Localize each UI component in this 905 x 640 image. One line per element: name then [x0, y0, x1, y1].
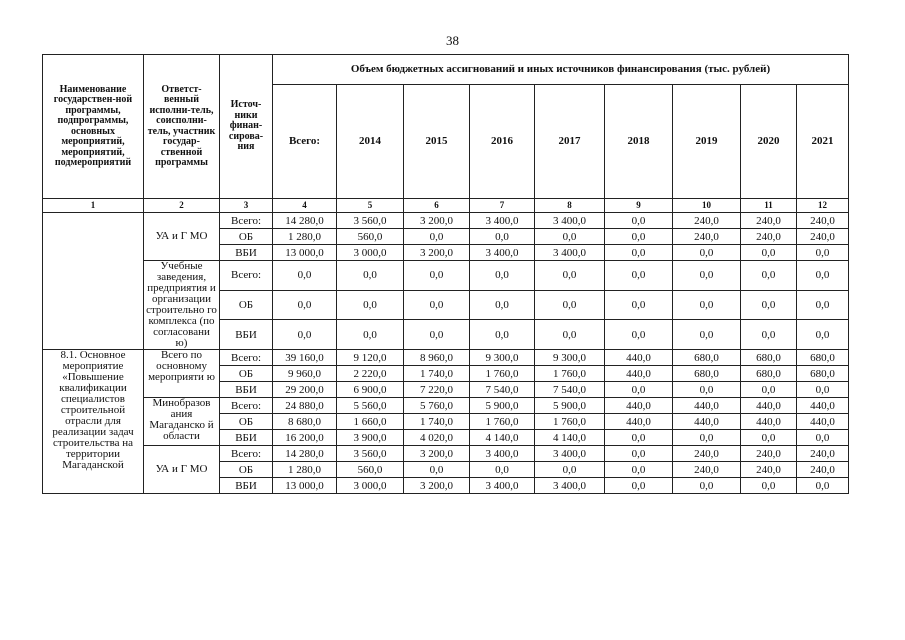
- amount-cell: 39 160,0: [273, 350, 337, 366]
- header-total: Всего:: [273, 85, 337, 199]
- funding-source-cell: Всего:: [220, 350, 273, 366]
- amount-cell: 5 760,0: [404, 398, 470, 414]
- program-name-cell: 8.1. Основное мероприятие «Повышение квалификации специалистов строительной отрасли для реализации задач строительства на территории Магаданской: [43, 350, 144, 494]
- column-index: 8: [535, 199, 605, 213]
- amount-cell: 0,0: [404, 229, 470, 245]
- funding-source-cell: ВБИ: [220, 382, 273, 398]
- amount-cell: 0,0: [535, 462, 605, 478]
- amount-cell: 0,0: [337, 290, 404, 320]
- header-program-name: Наименование государствен-ной программы, подпрограммы, основных мероприятий, мероприятий, подмероприятий: [43, 55, 144, 199]
- amount-cell: 0,0: [605, 213, 673, 229]
- funding-source-cell: ОБ: [220, 290, 273, 320]
- amount-cell: 680,0: [797, 366, 849, 382]
- amount-cell: 240,0: [741, 213, 797, 229]
- amount-cell: 0,0: [337, 261, 404, 291]
- funding-source-cell: Всего:: [220, 261, 273, 291]
- executor-cell: Учебные заведения, предприятия и организации строительно го комплекса (по согласовани ю): [144, 261, 220, 350]
- funding-source-cell: Всего:: [220, 446, 273, 462]
- amount-cell: 240,0: [797, 229, 849, 245]
- amount-cell: 0,0: [797, 382, 849, 398]
- amount-cell: 0,0: [673, 478, 741, 494]
- amount-cell: 0,0: [605, 430, 673, 446]
- amount-cell: 240,0: [741, 462, 797, 478]
- amount-cell: 3 400,0: [535, 446, 605, 462]
- budget-table: [42, 54, 849, 494]
- funding-source-cell: Всего:: [220, 398, 273, 414]
- amount-cell: 0,0: [605, 478, 673, 494]
- amount-cell: 0,0: [535, 320, 605, 350]
- amount-cell: 0,0: [404, 290, 470, 320]
- amount-cell: 0,0: [741, 382, 797, 398]
- header-year: 2014: [337, 85, 404, 199]
- amount-cell: 680,0: [673, 350, 741, 366]
- amount-cell: 0,0: [673, 245, 741, 261]
- amount-cell: 9 300,0: [470, 350, 535, 366]
- amount-cell: 240,0: [673, 229, 741, 245]
- amount-cell: 440,0: [797, 414, 849, 430]
- amount-cell: 3 400,0: [470, 245, 535, 261]
- amount-cell: 3 200,0: [404, 213, 470, 229]
- amount-cell: 0,0: [470, 261, 535, 291]
- amount-cell: 1 660,0: [337, 414, 404, 430]
- amount-cell: 680,0: [741, 366, 797, 382]
- column-index: 4: [273, 199, 337, 213]
- header-year: 2016: [470, 85, 535, 199]
- amount-cell: 0,0: [673, 430, 741, 446]
- amount-cell: 0,0: [741, 478, 797, 494]
- amount-cell: 0,0: [470, 290, 535, 320]
- amount-cell: 5 560,0: [337, 398, 404, 414]
- amount-cell: 240,0: [673, 462, 741, 478]
- amount-cell: 0,0: [535, 229, 605, 245]
- amount-cell: 1 740,0: [404, 366, 470, 382]
- amount-cell: 16 200,0: [273, 430, 337, 446]
- amount-cell: 440,0: [605, 414, 673, 430]
- amount-cell: 9 120,0: [337, 350, 404, 366]
- table-row: [43, 446, 849, 462]
- amount-cell: 680,0: [673, 366, 741, 382]
- amount-cell: 1 760,0: [535, 414, 605, 430]
- amount-cell: 3 400,0: [535, 213, 605, 229]
- executor-cell: Всего по основному мероприяти ю: [144, 350, 220, 398]
- amount-cell: 0,0: [741, 290, 797, 320]
- amount-cell: 9 960,0: [273, 366, 337, 382]
- amount-cell: 4 140,0: [470, 430, 535, 446]
- funding-source-cell: ОБ: [220, 462, 273, 478]
- amount-cell: 3 400,0: [535, 245, 605, 261]
- column-index: 2: [144, 199, 220, 213]
- amount-cell: 0,0: [605, 446, 673, 462]
- header-year: 2021: [797, 85, 849, 199]
- amount-cell: 0,0: [273, 261, 337, 291]
- amount-cell: 3 560,0: [337, 213, 404, 229]
- amount-cell: 440,0: [673, 414, 741, 430]
- amount-cell: 440,0: [605, 366, 673, 382]
- amount-cell: 0,0: [605, 462, 673, 478]
- amount-cell: 0,0: [605, 245, 673, 261]
- amount-cell: 0,0: [404, 462, 470, 478]
- amount-cell: 0,0: [797, 430, 849, 446]
- amount-cell: 8 680,0: [273, 414, 337, 430]
- funding-source-cell: ВБИ: [220, 478, 273, 494]
- amount-cell: 680,0: [741, 350, 797, 366]
- program-name-cell: [43, 213, 144, 350]
- amount-cell: 240,0: [673, 213, 741, 229]
- amount-cell: 9 300,0: [535, 350, 605, 366]
- amount-cell: 0,0: [673, 290, 741, 320]
- amount-cell: 0,0: [741, 245, 797, 261]
- amount-cell: 0,0: [673, 261, 741, 291]
- amount-cell: 0,0: [470, 320, 535, 350]
- amount-cell: 560,0: [337, 462, 404, 478]
- amount-cell: 14 280,0: [273, 446, 337, 462]
- amount-cell: 0,0: [404, 261, 470, 291]
- funding-source-cell: Всего:: [220, 213, 273, 229]
- funding-source-cell: ОБ: [220, 366, 273, 382]
- amount-cell: 1 280,0: [273, 462, 337, 478]
- executor-cell: Минобразов ания Магаданско й области: [144, 398, 220, 446]
- amount-cell: 5 900,0: [535, 398, 605, 414]
- header-funding-source: Источ-ники финан-сирова-ния: [220, 55, 273, 199]
- amount-cell: 560,0: [337, 229, 404, 245]
- amount-cell: 4 140,0: [535, 430, 605, 446]
- amount-cell: 24 880,0: [273, 398, 337, 414]
- table-body: [43, 213, 849, 494]
- amount-cell: 0,0: [337, 320, 404, 350]
- amount-cell: 6 900,0: [337, 382, 404, 398]
- amount-cell: 0,0: [797, 320, 849, 350]
- amount-cell: 7 540,0: [535, 382, 605, 398]
- amount-cell: 3 400,0: [470, 213, 535, 229]
- amount-cell: 14 280,0: [273, 213, 337, 229]
- executor-cell: УА и Г МО: [144, 446, 220, 494]
- amount-cell: 440,0: [741, 414, 797, 430]
- amount-cell: 0,0: [741, 430, 797, 446]
- amount-cell: 1 740,0: [404, 414, 470, 430]
- column-index: 11: [741, 199, 797, 213]
- column-index: 3: [220, 199, 273, 213]
- amount-cell: 0,0: [470, 462, 535, 478]
- amount-cell: 13 000,0: [273, 245, 337, 261]
- amount-cell: 0,0: [605, 229, 673, 245]
- header-year: 2020: [741, 85, 797, 199]
- amount-cell: 3 400,0: [535, 478, 605, 494]
- amount-cell: 1 760,0: [470, 414, 535, 430]
- amount-cell: 0,0: [535, 261, 605, 291]
- header-year: 2015: [404, 85, 470, 199]
- amount-cell: 0,0: [673, 382, 741, 398]
- amount-cell: 0,0: [273, 320, 337, 350]
- column-index: 5: [337, 199, 404, 213]
- amount-cell: 3 400,0: [470, 478, 535, 494]
- table-header: [43, 55, 849, 213]
- table-row: [43, 213, 849, 229]
- amount-cell: 0,0: [273, 290, 337, 320]
- column-index: 1: [43, 199, 144, 213]
- header-executor: Ответст-венный исполни-тель, соисполни-тель, участник государ-ственной программы: [144, 55, 220, 199]
- amount-cell: 1 280,0: [273, 229, 337, 245]
- table-row: [43, 350, 849, 366]
- column-index: 10: [673, 199, 741, 213]
- amount-cell: 0,0: [797, 245, 849, 261]
- page-number: 38: [446, 33, 459, 48]
- amount-cell: 2 220,0: [337, 366, 404, 382]
- column-index-row: [43, 199, 849, 213]
- amount-cell: 240,0: [797, 213, 849, 229]
- executor-cell: УА и Г МО: [144, 213, 220, 261]
- amount-cell: 3 200,0: [404, 245, 470, 261]
- amount-cell: 0,0: [673, 320, 741, 350]
- amount-cell: 4 020,0: [404, 430, 470, 446]
- amount-cell: 0,0: [741, 261, 797, 291]
- amount-cell: 440,0: [605, 350, 673, 366]
- amount-cell: 0,0: [797, 261, 849, 291]
- amount-cell: 0,0: [741, 320, 797, 350]
- amount-cell: 240,0: [673, 446, 741, 462]
- amount-cell: 1 760,0: [535, 366, 605, 382]
- header-year: 2019: [673, 85, 741, 199]
- amount-cell: 7 540,0: [470, 382, 535, 398]
- amount-cell: 29 200,0: [273, 382, 337, 398]
- column-index: 12: [797, 199, 849, 213]
- amount-cell: 7 220,0: [404, 382, 470, 398]
- amount-cell: 1 760,0: [470, 366, 535, 382]
- column-index: 7: [470, 199, 535, 213]
- amount-cell: 8 960,0: [404, 350, 470, 366]
- funding-source-cell: ВБИ: [220, 245, 273, 261]
- amount-cell: 0,0: [605, 261, 673, 291]
- amount-cell: 5 900,0: [470, 398, 535, 414]
- column-index: 6: [404, 199, 470, 213]
- amount-cell: 0,0: [605, 320, 673, 350]
- amount-cell: 0,0: [470, 229, 535, 245]
- column-index: 9: [605, 199, 673, 213]
- table-row: [43, 398, 849, 414]
- amount-cell: 0,0: [797, 478, 849, 494]
- amount-cell: 0,0: [605, 290, 673, 320]
- header-year: 2018: [605, 85, 673, 199]
- amount-cell: 240,0: [741, 229, 797, 245]
- amount-cell: 3 400,0: [470, 446, 535, 462]
- amount-cell: 3 200,0: [404, 478, 470, 494]
- amount-cell: 3 000,0: [337, 478, 404, 494]
- amount-cell: 680,0: [797, 350, 849, 366]
- amount-cell: 240,0: [741, 446, 797, 462]
- amount-cell: 3 000,0: [337, 245, 404, 261]
- amount-cell: 240,0: [797, 446, 849, 462]
- amount-cell: 3 560,0: [337, 446, 404, 462]
- amount-cell: 0,0: [404, 320, 470, 350]
- amount-cell: 440,0: [673, 398, 741, 414]
- funding-source-cell: ОБ: [220, 229, 273, 245]
- amount-cell: 440,0: [797, 398, 849, 414]
- amount-cell: 0,0: [797, 290, 849, 320]
- amount-cell: 3 200,0: [404, 446, 470, 462]
- amount-cell: 440,0: [605, 398, 673, 414]
- funding-source-cell: ОБ: [220, 414, 273, 430]
- funding-source-cell: ВБИ: [220, 430, 273, 446]
- amount-cell: 440,0: [741, 398, 797, 414]
- table-row: [43, 261, 849, 291]
- amount-cell: 0,0: [535, 290, 605, 320]
- amount-cell: 0,0: [605, 382, 673, 398]
- funding-source-cell: ВБИ: [220, 320, 273, 350]
- header-year: 2017: [535, 85, 605, 199]
- amount-cell: 240,0: [797, 462, 849, 478]
- amount-cell: 13 000,0: [273, 478, 337, 494]
- amount-cell: 3 900,0: [337, 430, 404, 446]
- header-budget-volume: Объем бюджетных ассигнований и иных источников финансирования (тыс. рублей): [273, 55, 849, 85]
